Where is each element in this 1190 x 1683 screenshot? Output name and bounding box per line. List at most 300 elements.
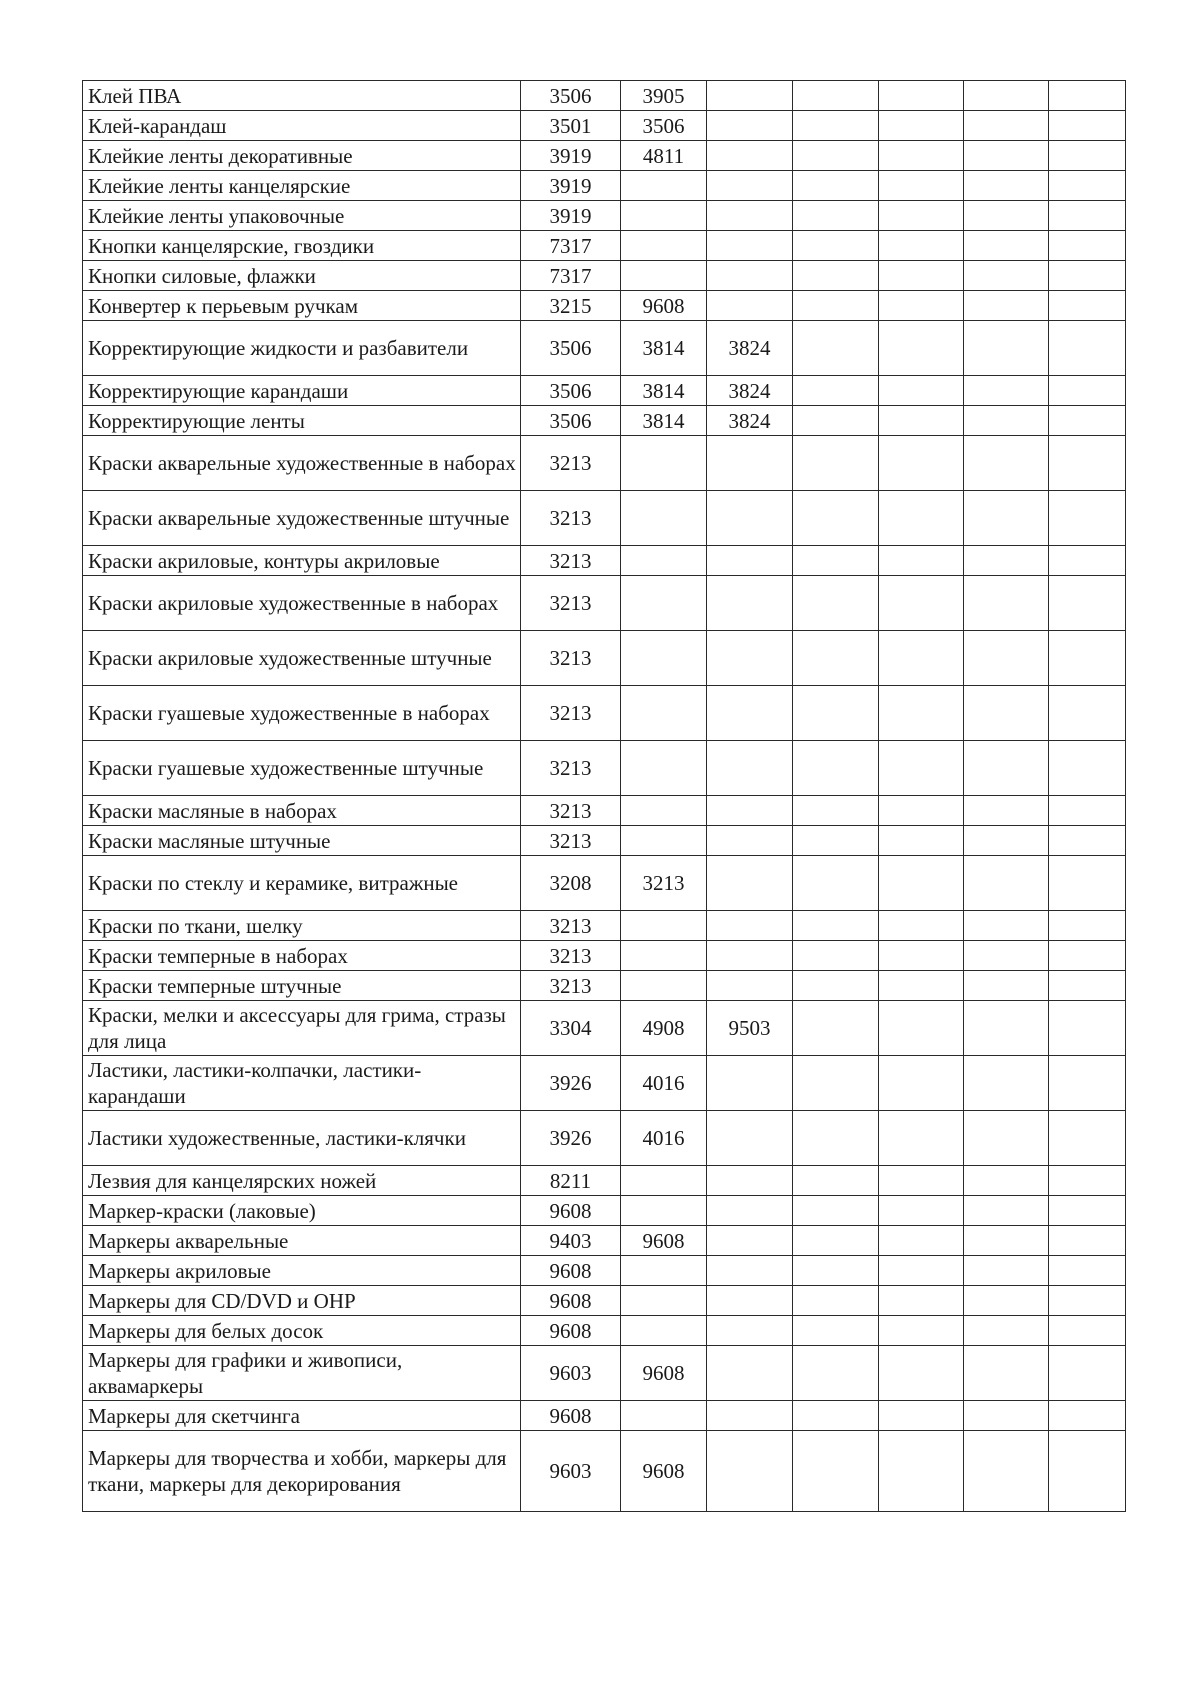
code-cell-3 <box>707 686 793 741</box>
table-row <box>83 941 1126 971</box>
table-row <box>83 576 1126 631</box>
code-cell-5 <box>879 261 964 291</box>
code-cell-7 <box>1049 1256 1126 1286</box>
code-cell-7 <box>1049 291 1126 321</box>
code-cell-5 <box>879 171 964 201</box>
code-cell-2: 3506 <box>621 111 707 141</box>
code-cell-4 <box>793 686 879 741</box>
code-cell-7 <box>1049 941 1126 971</box>
table-row <box>83 1111 1126 1166</box>
code-cell-4 <box>793 1286 879 1316</box>
code-cell-7 <box>1049 1316 1126 1346</box>
product-name-cell: Краски масляные в наборах <box>83 796 521 826</box>
code-cell-4 <box>793 1001 879 1056</box>
table-row <box>83 1286 1126 1316</box>
product-name-cell: Конвертер к перьевым ручкам <box>83 291 521 321</box>
code-cell-5 <box>879 491 964 546</box>
code-cell-5 <box>879 1286 964 1316</box>
code-cell-1: 3213 <box>521 796 621 826</box>
code-cell-1: 3919 <box>521 171 621 201</box>
code-cell-4 <box>793 141 879 171</box>
code-cell-6 <box>964 201 1049 231</box>
product-name-cell: Лезвия для канцелярских ножей <box>83 1166 521 1196</box>
code-cell-7 <box>1049 1001 1126 1056</box>
code-cell-3 <box>707 1111 793 1166</box>
code-cell-4 <box>793 971 879 1001</box>
code-cell-2 <box>621 796 707 826</box>
code-cell-6 <box>964 261 1049 291</box>
code-cell-4 <box>793 261 879 291</box>
product-name-cell: Краски гуашевые художественные в наборах <box>83 686 521 741</box>
product-name-cell: Маркеры акриловые <box>83 1256 521 1286</box>
code-cell-1: 3926 <box>521 1056 621 1111</box>
table-row <box>83 376 1126 406</box>
product-name-cell: Краски акварельные художественные штучные <box>83 491 521 546</box>
code-cell-3 <box>707 261 793 291</box>
product-name-cell: Корректирующие карандаши <box>83 376 521 406</box>
code-cell-4 <box>793 1111 879 1166</box>
code-cell-5 <box>879 1401 964 1431</box>
product-name-cell: Кнопки силовые, флажки <box>83 261 521 291</box>
code-cell-2: 3814 <box>621 406 707 436</box>
code-cell-1: 3506 <box>521 376 621 406</box>
code-cell-2: 3905 <box>621 81 707 111</box>
code-cell-7 <box>1049 546 1126 576</box>
table-row <box>83 201 1126 231</box>
code-cell-4 <box>793 111 879 141</box>
code-cell-1: 3213 <box>521 941 621 971</box>
product-name-cell: Краски акриловые художественные в наборах <box>83 576 521 631</box>
code-cell-3 <box>707 856 793 911</box>
code-cell-4 <box>793 1256 879 1286</box>
code-cell-7 <box>1049 1196 1126 1226</box>
code-cell-4 <box>793 1226 879 1256</box>
code-cell-3 <box>707 1346 793 1401</box>
code-cell-4 <box>793 576 879 631</box>
code-cell-6 <box>964 1346 1049 1401</box>
code-cell-2 <box>621 576 707 631</box>
code-cell-4 <box>793 436 879 491</box>
code-cell-6 <box>964 1111 1049 1166</box>
code-cell-4 <box>793 796 879 826</box>
code-cell-3 <box>707 826 793 856</box>
code-cell-3: 3824 <box>707 321 793 376</box>
table-row <box>83 436 1126 491</box>
code-cell-5 <box>879 1316 964 1346</box>
code-cell-2: 4016 <box>621 1111 707 1166</box>
code-cell-6 <box>964 1226 1049 1256</box>
code-cell-3 <box>707 576 793 631</box>
code-cell-6 <box>964 686 1049 741</box>
product-name-cell: Краски акварельные художественные в наборах <box>83 436 521 491</box>
code-cell-2: 9608 <box>621 291 707 321</box>
table-body <box>83 81 1126 1512</box>
code-cell-3 <box>707 491 793 546</box>
code-cell-6 <box>964 826 1049 856</box>
product-name-cell: Краски темперные штучные <box>83 971 521 1001</box>
code-cell-5 <box>879 406 964 436</box>
code-cell-3: 3824 <box>707 406 793 436</box>
code-cell-7 <box>1049 1056 1126 1111</box>
code-cell-2 <box>621 686 707 741</box>
code-cell-6 <box>964 231 1049 261</box>
code-cell-1: 3213 <box>521 546 621 576</box>
code-cell-1: 9608 <box>521 1316 621 1346</box>
code-cell-3 <box>707 741 793 796</box>
table-row <box>83 1346 1126 1401</box>
code-cell-5 <box>879 911 964 941</box>
code-cell-3 <box>707 436 793 491</box>
code-cell-1: 3213 <box>521 911 621 941</box>
code-cell-1: 3213 <box>521 971 621 1001</box>
code-cell-3 <box>707 81 793 111</box>
code-cell-1: 3213 <box>521 686 621 741</box>
table-row <box>83 796 1126 826</box>
code-cell-7 <box>1049 141 1126 171</box>
code-cell-7 <box>1049 576 1126 631</box>
code-cell-6 <box>964 1001 1049 1056</box>
code-cell-3 <box>707 1401 793 1431</box>
product-name-cell: Корректирующие жидкости и разбавители <box>83 321 521 376</box>
code-cell-3 <box>707 796 793 826</box>
code-cell-4 <box>793 826 879 856</box>
code-cell-1: 3213 <box>521 741 621 796</box>
code-cell-4 <box>793 291 879 321</box>
code-cell-7 <box>1049 231 1126 261</box>
code-cell-2: 3814 <box>621 321 707 376</box>
code-cell-4 <box>793 171 879 201</box>
code-cell-3 <box>707 1056 793 1111</box>
code-cell-4 <box>793 1056 879 1111</box>
code-cell-6 <box>964 911 1049 941</box>
code-cell-6 <box>964 576 1049 631</box>
code-cell-2: 4811 <box>621 141 707 171</box>
code-cell-1: 9403 <box>521 1226 621 1256</box>
code-cell-1: 3506 <box>521 321 621 376</box>
code-cell-6 <box>964 81 1049 111</box>
code-cell-6 <box>964 941 1049 971</box>
code-cell-1: 3213 <box>521 436 621 491</box>
product-name-cell: Краски акриловые художественные штучные <box>83 631 521 686</box>
code-cell-7 <box>1049 631 1126 686</box>
table-row <box>83 741 1126 796</box>
code-cell-4 <box>793 1346 879 1401</box>
code-cell-2 <box>621 941 707 971</box>
code-cell-2 <box>621 826 707 856</box>
code-cell-3 <box>707 231 793 261</box>
code-cell-5 <box>879 291 964 321</box>
product-name-cell: Клей-карандаш <box>83 111 521 141</box>
table-row <box>83 171 1126 201</box>
code-cell-7 <box>1049 491 1126 546</box>
code-cell-2 <box>621 1196 707 1226</box>
code-cell-2 <box>621 201 707 231</box>
code-cell-4 <box>793 1431 879 1512</box>
code-cell-2: 9608 <box>621 1226 707 1256</box>
code-cell-7 <box>1049 201 1126 231</box>
code-cell-2: 4016 <box>621 1056 707 1111</box>
code-cell-1: 9603 <box>521 1431 621 1512</box>
code-cell-6 <box>964 491 1049 546</box>
product-name-cell: Краски акриловые, контуры акриловые <box>83 546 521 576</box>
code-cell-1: 9608 <box>521 1256 621 1286</box>
code-cell-5 <box>879 941 964 971</box>
code-cell-6 <box>964 1431 1049 1512</box>
table-row <box>83 856 1126 911</box>
code-cell-1: 3506 <box>521 81 621 111</box>
code-cell-5 <box>879 436 964 491</box>
code-cell-4 <box>793 376 879 406</box>
code-cell-3 <box>707 171 793 201</box>
code-cell-1: 3215 <box>521 291 621 321</box>
code-cell-3 <box>707 291 793 321</box>
code-cell-4 <box>793 1316 879 1346</box>
code-cell-6 <box>964 546 1049 576</box>
code-cell-5 <box>879 1056 964 1111</box>
code-cell-3 <box>707 1256 793 1286</box>
table-row <box>83 1196 1126 1226</box>
code-cell-2 <box>621 1166 707 1196</box>
code-cell-7 <box>1049 1346 1126 1401</box>
code-cell-1: 9603 <box>521 1346 621 1401</box>
table-row <box>83 1401 1126 1431</box>
code-cell-2 <box>621 1401 707 1431</box>
code-cell-5 <box>879 826 964 856</box>
code-cell-5 <box>879 81 964 111</box>
code-cell-7 <box>1049 376 1126 406</box>
code-cell-7 <box>1049 1226 1126 1256</box>
code-cell-7 <box>1049 1431 1126 1512</box>
table-row <box>83 81 1126 111</box>
product-name-cell: Ластики художественные, ластики-клячки <box>83 1111 521 1166</box>
code-cell-3 <box>707 1166 793 1196</box>
product-name-cell: Маркеры для белых досок <box>83 1316 521 1346</box>
product-name-cell: Краски темперные в наборах <box>83 941 521 971</box>
code-cell-6 <box>964 1056 1049 1111</box>
code-cell-3 <box>707 1286 793 1316</box>
code-cell-1: 3213 <box>521 826 621 856</box>
code-cell-3 <box>707 631 793 686</box>
code-cell-1: 9608 <box>521 1196 621 1226</box>
code-cell-4 <box>793 631 879 686</box>
code-cell-7 <box>1049 971 1126 1001</box>
code-cell-3 <box>707 141 793 171</box>
table-row <box>83 321 1126 376</box>
product-name-cell: Маркеры для CD/DVD и OHP <box>83 1286 521 1316</box>
table-row <box>83 141 1126 171</box>
product-name-cell: Краски масляные штучные <box>83 826 521 856</box>
code-cell-5 <box>879 686 964 741</box>
table-row <box>83 231 1126 261</box>
code-cell-2: 9608 <box>621 1346 707 1401</box>
code-cell-3 <box>707 546 793 576</box>
code-cell-4 <box>793 406 879 436</box>
code-cell-7 <box>1049 686 1126 741</box>
product-name-cell: Клейкие ленты декоративные <box>83 141 521 171</box>
product-name-cell: Маркер-краски (лаковые) <box>83 1196 521 1226</box>
code-cell-7 <box>1049 1401 1126 1431</box>
table-row <box>83 1056 1126 1111</box>
table-row <box>83 1316 1126 1346</box>
table-row <box>83 291 1126 321</box>
code-cell-7 <box>1049 826 1126 856</box>
code-cell-7 <box>1049 1111 1126 1166</box>
code-cell-2: 9608 <box>621 1431 707 1512</box>
product-name-cell: Клейкие ленты упаковочные <box>83 201 521 231</box>
code-cell-3 <box>707 1226 793 1256</box>
code-cell-1: 7317 <box>521 261 621 291</box>
product-name-cell: Маркеры для скетчинга <box>83 1401 521 1431</box>
code-cell-3 <box>707 111 793 141</box>
code-cell-4 <box>793 321 879 376</box>
code-cell-2 <box>621 231 707 261</box>
code-cell-2 <box>621 171 707 201</box>
code-cell-7 <box>1049 261 1126 291</box>
code-cell-3 <box>707 1316 793 1346</box>
code-cell-5 <box>879 111 964 141</box>
code-cell-6 <box>964 1166 1049 1196</box>
table-row <box>83 826 1126 856</box>
table-row <box>83 1001 1126 1056</box>
table-row <box>83 406 1126 436</box>
code-cell-6 <box>964 856 1049 911</box>
table-row <box>83 971 1126 1001</box>
code-cell-1: 3926 <box>521 1111 621 1166</box>
product-name-cell: Краски гуашевые художественные штучные <box>83 741 521 796</box>
code-cell-2 <box>621 1316 707 1346</box>
code-cell-1: 9608 <box>521 1401 621 1431</box>
table-row <box>83 111 1126 141</box>
code-cell-7 <box>1049 796 1126 826</box>
code-cell-5 <box>879 546 964 576</box>
code-cell-5 <box>879 576 964 631</box>
code-cell-7 <box>1049 81 1126 111</box>
table-row <box>83 631 1126 686</box>
code-cell-6 <box>964 1401 1049 1431</box>
code-cell-1: 3919 <box>521 201 621 231</box>
code-cell-2 <box>621 971 707 1001</box>
code-cell-2 <box>621 911 707 941</box>
code-cell-3 <box>707 1431 793 1512</box>
table-row <box>83 1256 1126 1286</box>
code-cell-2 <box>621 436 707 491</box>
code-cell-7 <box>1049 1286 1126 1316</box>
product-name-cell: Краски, мелки и аксессуары для грима, стразы для лица <box>83 1001 521 1056</box>
code-cell-5 <box>879 631 964 686</box>
code-cell-6 <box>964 1316 1049 1346</box>
table-row <box>83 1431 1126 1512</box>
code-cell-5 <box>879 1226 964 1256</box>
table-row <box>83 1226 1126 1256</box>
code-cell-5 <box>879 376 964 406</box>
code-cell-1: 3213 <box>521 491 621 546</box>
code-cell-4 <box>793 741 879 796</box>
code-cell-6 <box>964 321 1049 376</box>
product-name-cell: Кнопки канцелярские, гвоздики <box>83 231 521 261</box>
code-cell-4 <box>793 201 879 231</box>
code-cell-5 <box>879 1001 964 1056</box>
code-cell-5 <box>879 741 964 796</box>
code-cell-2 <box>621 1286 707 1316</box>
code-cell-5 <box>879 1166 964 1196</box>
product-name-cell: Краски по ткани, шелку <box>83 911 521 941</box>
code-cell-6 <box>964 971 1049 1001</box>
code-cell-6 <box>964 631 1049 686</box>
code-cell-4 <box>793 1196 879 1226</box>
code-cell-6 <box>964 741 1049 796</box>
table-row <box>83 491 1126 546</box>
code-cell-1: 8211 <box>521 1166 621 1196</box>
code-cell-6 <box>964 141 1049 171</box>
table-row <box>83 261 1126 291</box>
code-cell-7 <box>1049 741 1126 796</box>
code-cell-7 <box>1049 171 1126 201</box>
code-cell-5 <box>879 201 964 231</box>
code-cell-6 <box>964 1256 1049 1286</box>
product-name-cell: Маркеры для графики и живописи, аквамаркеры <box>83 1346 521 1401</box>
code-cell-7 <box>1049 911 1126 941</box>
code-cell-5 <box>879 141 964 171</box>
table-row <box>83 911 1126 941</box>
code-cell-5 <box>879 796 964 826</box>
table-row <box>83 686 1126 741</box>
code-cell-6 <box>964 796 1049 826</box>
code-cell-2 <box>621 546 707 576</box>
code-cell-7 <box>1049 406 1126 436</box>
code-cell-7 <box>1049 1166 1126 1196</box>
code-cell-3: 9503 <box>707 1001 793 1056</box>
code-cell-6 <box>964 171 1049 201</box>
product-name-cell: Клей ПВА <box>83 81 521 111</box>
code-cell-5 <box>879 321 964 376</box>
code-cell-3 <box>707 201 793 231</box>
code-cell-3 <box>707 971 793 1001</box>
code-cell-5 <box>879 1256 964 1286</box>
code-cell-6 <box>964 406 1049 436</box>
code-cell-6 <box>964 436 1049 491</box>
code-cell-2 <box>621 261 707 291</box>
code-cell-7 <box>1049 856 1126 911</box>
code-cell-2: 3213 <box>621 856 707 911</box>
code-cell-6 <box>964 111 1049 141</box>
code-cell-3 <box>707 911 793 941</box>
code-cell-6 <box>964 291 1049 321</box>
code-cell-2 <box>621 1256 707 1286</box>
code-cell-5 <box>879 856 964 911</box>
product-name-cell: Краски по стеклу и керамике, витражные <box>83 856 521 911</box>
code-cell-1: 3304 <box>521 1001 621 1056</box>
product-name-cell: Клейкие ленты канцелярские <box>83 171 521 201</box>
code-cell-7 <box>1049 321 1126 376</box>
code-cell-2 <box>621 631 707 686</box>
code-cell-1: 3213 <box>521 576 621 631</box>
product-name-cell: Корректирующие ленты <box>83 406 521 436</box>
product-name-cell: Маркеры для творчества и хобби, маркеры для ткани, маркеры для декорирования <box>83 1431 521 1512</box>
product-code-table <box>82 80 1126 1512</box>
code-cell-4 <box>793 941 879 971</box>
product-name-cell: Ластики, ластики-колпачки, ластики-карандаши <box>83 1056 521 1111</box>
product-name-cell: Маркеры акварельные <box>83 1226 521 1256</box>
code-cell-2: 4908 <box>621 1001 707 1056</box>
code-cell-4 <box>793 856 879 911</box>
code-cell-4 <box>793 231 879 261</box>
code-cell-4 <box>793 546 879 576</box>
code-cell-4 <box>793 81 879 111</box>
code-cell-5 <box>879 1346 964 1401</box>
code-cell-7 <box>1049 111 1126 141</box>
code-cell-3 <box>707 1196 793 1226</box>
code-cell-1: 3919 <box>521 141 621 171</box>
